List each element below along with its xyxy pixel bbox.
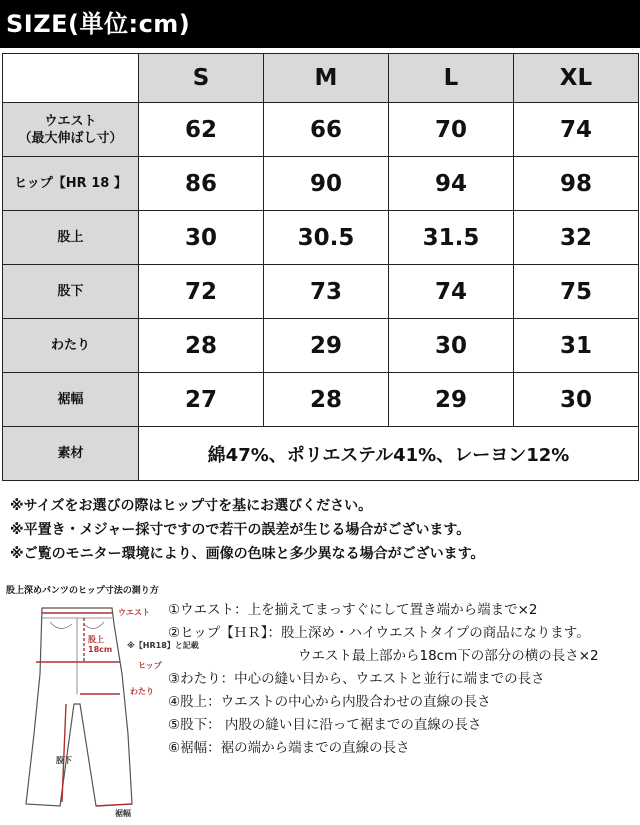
size-col-xl: XL bbox=[514, 54, 639, 103]
label-thigh: わたり bbox=[130, 687, 154, 696]
size-table bbox=[2, 53, 639, 481]
table-cell: 29 bbox=[389, 373, 514, 427]
row-label-inseam: 股下 bbox=[3, 265, 139, 319]
row-label-hip: ヒップ【HR 18 】 bbox=[3, 157, 139, 211]
label-hem: 裾幅 bbox=[115, 809, 131, 818]
table-cell: 72 bbox=[139, 265, 264, 319]
table-cell: 31.5 bbox=[389, 211, 514, 265]
row-label-thigh: わたり bbox=[3, 319, 139, 373]
label-hip: ヒップ bbox=[138, 661, 162, 670]
measurement-steps bbox=[168, 599, 599, 760]
table-corner bbox=[3, 54, 139, 103]
size-title: SIZE(単位:cm) bbox=[6, 10, 191, 38]
table-cell: 32 bbox=[514, 211, 639, 265]
table-cell: 29 bbox=[264, 319, 389, 373]
label-hr-note: ※【HR18】と記載 bbox=[127, 641, 199, 650]
step-rise: ④股上：ウエストの中心から内股合わせの直線の長さ bbox=[168, 694, 491, 710]
step-inseam: ⑤股下： 内股の縫い目に沿って裾までの直線の長さ bbox=[168, 717, 482, 733]
table-row-inseam bbox=[3, 265, 639, 319]
table-row-hip bbox=[3, 157, 639, 211]
table-cell: 74 bbox=[389, 265, 514, 319]
table-row-thigh bbox=[3, 319, 639, 373]
size-col-l: L bbox=[389, 54, 514, 103]
size-header-row bbox=[3, 54, 639, 103]
size-title-bar bbox=[0, 0, 640, 48]
table-cell: 74 bbox=[514, 103, 639, 157]
step-hip: ②ヒップ【ＨＲ】：股上深め・ハイウエストタイプの商品になります。 bbox=[168, 625, 590, 641]
note-line: ※平置き・メジャー採寸ですので若干の誤差が生じる場合がございます。 bbox=[10, 522, 471, 538]
size-col-m: M bbox=[264, 54, 389, 103]
table-row-material bbox=[3, 427, 639, 481]
table-cell: 30 bbox=[389, 319, 514, 373]
row-label-hem: 裾幅 bbox=[3, 373, 139, 427]
table-cell: 30.5 bbox=[264, 211, 389, 265]
label-rise-cm: 18cm bbox=[88, 645, 113, 654]
pants-diagram bbox=[0, 594, 199, 821]
guide-title: 股上深めパンツのヒップ寸法の測り方 bbox=[6, 586, 159, 596]
step-waist: ①ウエスト：上を揃えてまっすぐにして置き端から端まで×2 bbox=[168, 602, 538, 618]
table-row-hem bbox=[3, 373, 639, 427]
size-col-s: S bbox=[139, 54, 264, 103]
table-cell: 90 bbox=[264, 157, 389, 211]
table-row-waist bbox=[3, 103, 639, 157]
step-hem: ⑥裾幅：裾の端から端までの直線の長さ bbox=[168, 740, 410, 756]
table-cell: 28 bbox=[264, 373, 389, 427]
note-line: ※ご覧のモニター環境により、画像の色味と多少異なる場合がございます。 bbox=[10, 546, 485, 562]
notes bbox=[10, 494, 485, 566]
row-label-waist: ウエスト （最大伸ばし寸） bbox=[3, 103, 139, 157]
table-cell: 70 bbox=[389, 103, 514, 157]
table-cell: 28 bbox=[139, 319, 264, 373]
table-cell: 98 bbox=[514, 157, 639, 211]
label-inseam: 股下 bbox=[56, 756, 72, 765]
pants-outline bbox=[26, 608, 132, 806]
table-cell: 30 bbox=[514, 373, 639, 427]
table-cell: 31 bbox=[514, 319, 639, 373]
step-hip-detail: ウエスト最上部から18cm下の部分の横の長さ×2 bbox=[298, 648, 599, 664]
label-rise: 股上 bbox=[88, 635, 104, 644]
table-cell: 94 bbox=[389, 157, 514, 211]
row-label-rise: 股上 bbox=[3, 211, 139, 265]
table-cell: 75 bbox=[514, 265, 639, 319]
table-cell: 86 bbox=[139, 157, 264, 211]
note-line: ※サイズをお選びの際はヒップ寸を基にお選びください。 bbox=[10, 498, 373, 514]
table-cell: 27 bbox=[139, 373, 264, 427]
material-value: 綿47%、ポリエステル41%、レーヨン12% bbox=[139, 427, 639, 481]
step-thigh: ③わたり：中心の縫い目から、ウエストと並行に端までの長さ bbox=[168, 671, 545, 687]
table-row-rise bbox=[3, 211, 639, 265]
table-cell: 30 bbox=[139, 211, 264, 265]
table-cell: 66 bbox=[264, 103, 389, 157]
row-label-material: 素材 bbox=[3, 427, 139, 481]
label-waist: ウエスト bbox=[118, 608, 150, 617]
pants-illustration bbox=[0, 594, 165, 821]
table-cell: 73 bbox=[264, 265, 389, 319]
table-cell: 62 bbox=[139, 103, 264, 157]
